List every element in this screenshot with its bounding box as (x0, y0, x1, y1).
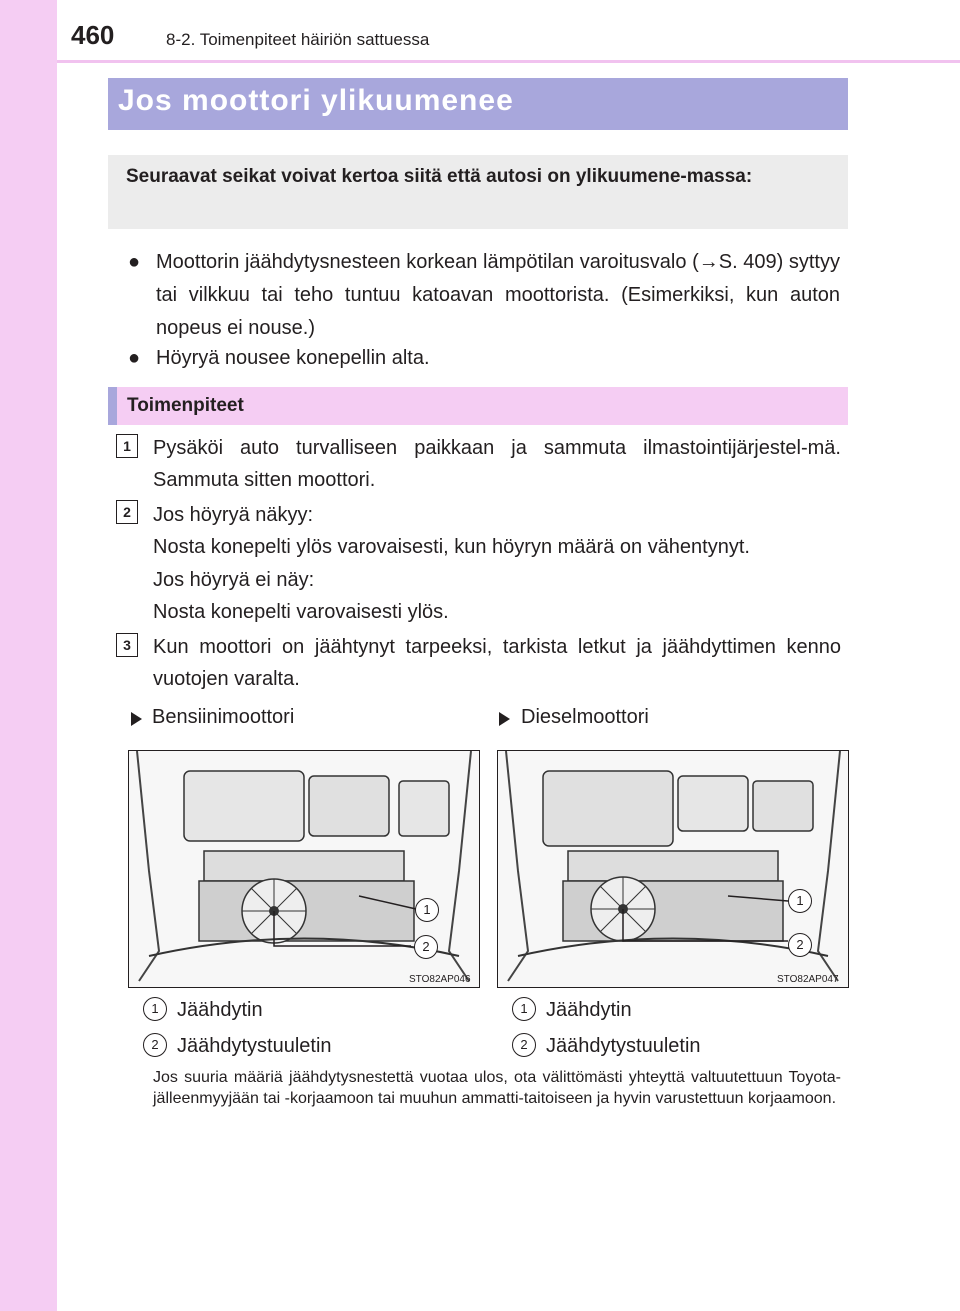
legend-text: Jäähdytin (546, 999, 632, 1021)
legend-number: 2 (143, 1033, 167, 1057)
step-number-badge: 1 (116, 434, 138, 458)
bullet-icon: ● (128, 347, 141, 369)
step-text: Jos höyryä ei näy: (153, 569, 315, 591)
chapter-title: 8-2. Toimenpiteet häiriön sattuessa (166, 30, 430, 49)
bullet-icon: ● (128, 251, 141, 273)
legend-text: Jäähdytin (177, 999, 263, 1021)
figure-code: STO82AP046 (409, 974, 471, 985)
legend-number: 1 (512, 997, 536, 1021)
step-text: Nosta konepelti varovaisesti ylös. (153, 601, 449, 623)
callout-number: 2 (788, 933, 812, 957)
step-number-badge: 2 (116, 500, 138, 524)
step-text: Jos höyryä näkyy: (153, 504, 314, 526)
page-side-band (0, 0, 57, 1311)
figure-marker-icon (131, 712, 142, 726)
procedure-heading: Toimenpiteet (127, 395, 244, 416)
callout-number: 2 (414, 935, 438, 959)
symptom-item: Höyryä nousee konepellin alta. (156, 347, 430, 369)
step-text: Nosta konepelti ylös varovaisesti, kun höyryn määrä on vähentynyt. (153, 536, 750, 558)
procedure-header-accent (108, 387, 117, 425)
legend-text: Jäähdytystuuletin (546, 1035, 701, 1057)
section-title: Jos moottori ylikuumenee (118, 84, 514, 117)
figure-label: Bensiinimoottori (152, 706, 295, 728)
header-divider (57, 60, 960, 63)
engine-illustration-diesel (497, 750, 849, 988)
symptom-item: Moottorin jäähdytysnesteen korkean lämpötilan varoitusvalo (→S. 409) syttyy tai vilkkuu tai teho tuntuu katoavan moottorista. (Esimerkiksi, kun auton nopeus ei nouse.) (156, 251, 840, 339)
page-number: 460 (71, 20, 115, 50)
step-number-badge: 3 (116, 633, 138, 657)
warning-note: Jos suuria määriä jäähdytysnestettä vuotaa ulos, ota välittömästi yhteyttä valtuutettuun Toyota-jälleenmyyjään tai -korjaamoon tai muuhun ammatti-taitoiseen ja hyvin varustettuun korjaamoon. (153, 1069, 841, 1107)
legend-number: 2 (512, 1033, 536, 1057)
figure-marker-icon (499, 712, 510, 726)
intro-text: Seuraavat seikat voivat kertoa siitä että autosi on ylikuumene-massa: (126, 166, 753, 187)
callout-number: 1 (415, 898, 439, 922)
step-text: Pysäköi auto turvalliseen paikkaan ja sammuta ilmastointijärjestel-mä. Sammuta sitten moottori. (153, 437, 841, 491)
figure-label: Dieselmoottori (521, 706, 649, 728)
engine-illustration-petrol (128, 750, 480, 988)
callout-number: 1 (788, 889, 812, 913)
step-text: Kun moottori on jäähtynyt tarpeeksi, tarkista letkut ja jäähdyttimen kenno vuotojen varalta. (153, 636, 841, 690)
figure-code: STO82AP047 (777, 974, 839, 985)
legend-text: Jäähdytystuuletin (177, 1035, 332, 1057)
legend-number: 1 (143, 997, 167, 1021)
